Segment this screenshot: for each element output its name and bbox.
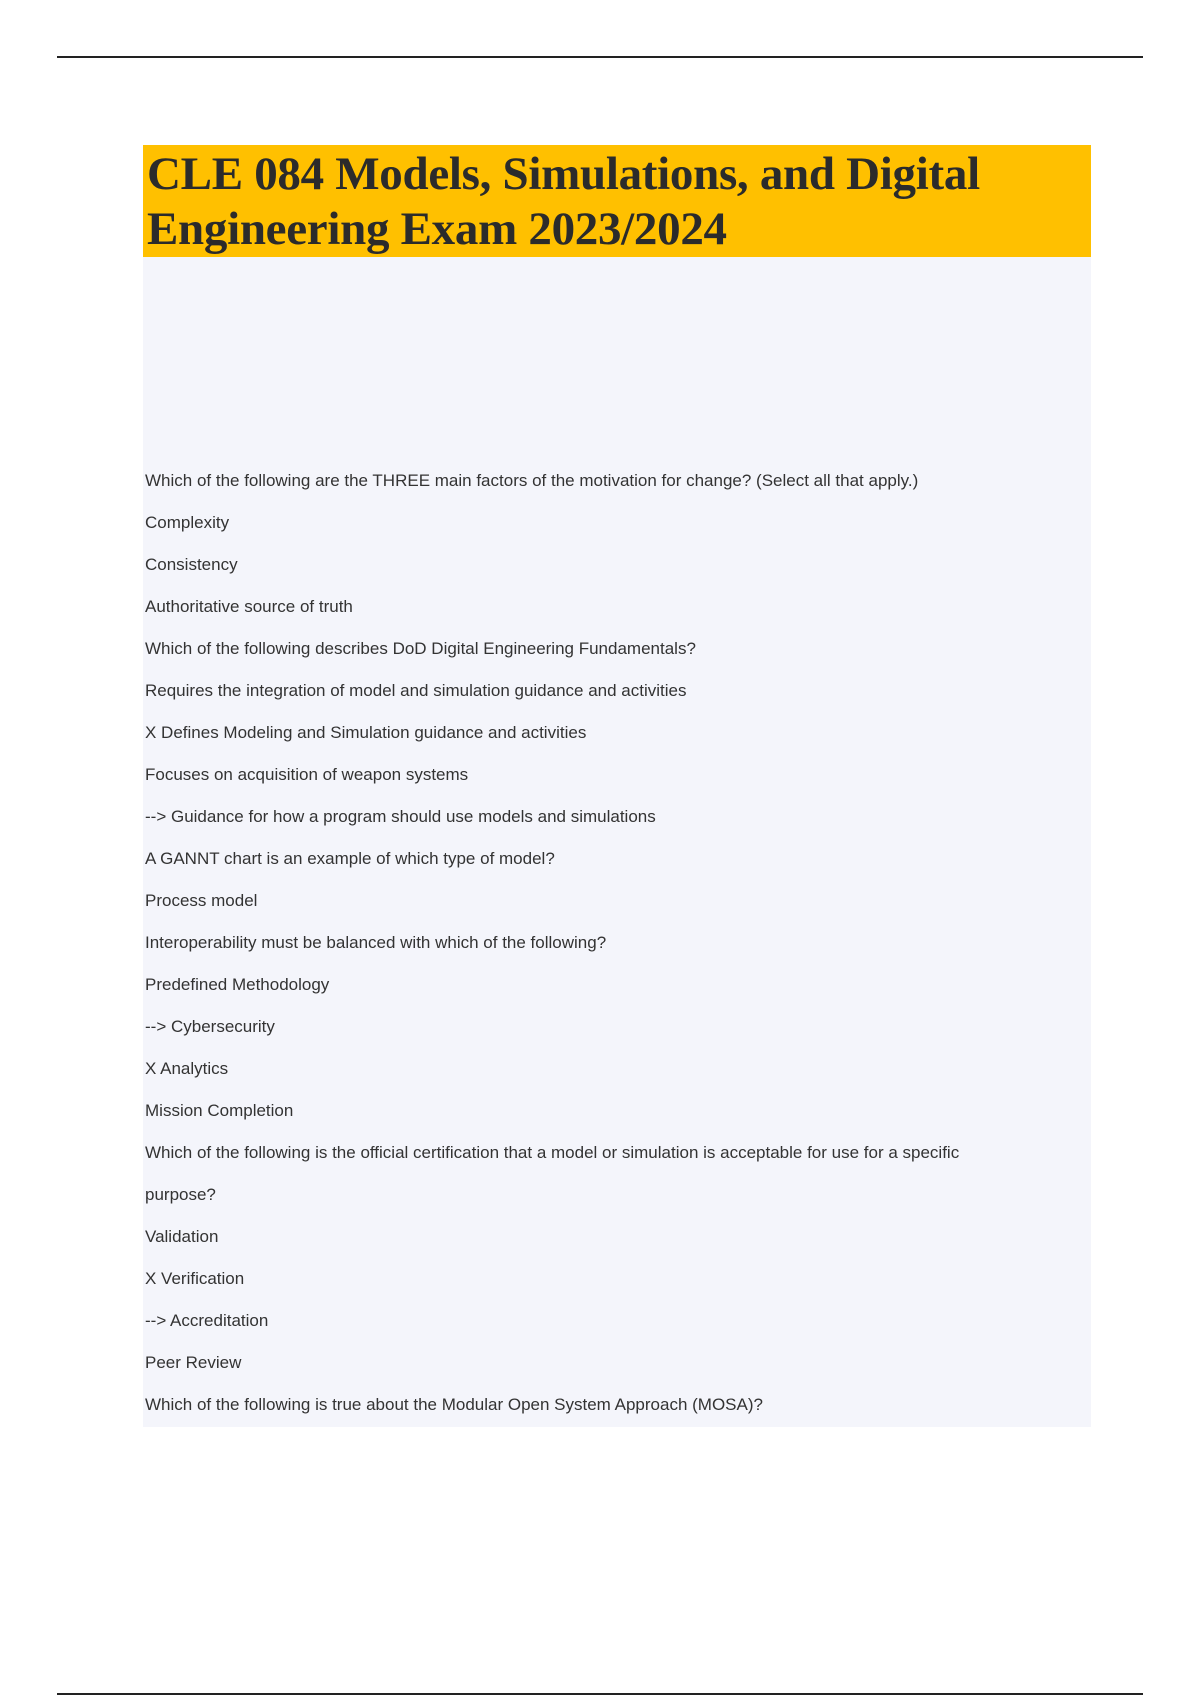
text-line: --> Accreditation [145,1311,269,1330]
text-line: Requires the integration of model and simulation guidance and activities [145,681,687,700]
text-line: Which of the following describes DoD Digital Engineering Fundamentals? [145,639,696,658]
question-list [145,460,1031,1426]
text-line: Which of the following is the official certification that a model or simulation is acceptable for use for a specific [145,1143,960,1162]
text-line: Interoperability must be balanced with which of the following? [145,933,607,952]
document-title: CLE 084 Models, Simulations, and Digital Engineering Exam 2023/2024 [147,148,980,255]
text-line: Consistency [145,555,238,574]
text-line: --> Cybersecurity [145,1017,275,1036]
text-line: purpose? [145,1185,216,1204]
text-line: Process model [145,891,258,910]
text-line: X Verification [145,1269,245,1288]
text-line: Complexity [145,513,230,532]
bottom-rule [57,1693,1143,1695]
text-line: Which of the following are the THREE main factors of the motivation for change? (Select all that apply.) [145,471,919,490]
document-content [143,145,1091,1427]
text-line: --> Guidance for how a program should use models and simulations [145,807,656,826]
text-line: Peer Review [145,1353,242,1372]
text-line: X Defines Modeling and Simulation guidance and activities [145,723,587,742]
text-line: Predefined Methodology [145,975,330,994]
text-line: Mission Completion [145,1101,294,1120]
title-band [143,145,1091,257]
text-line: A GANNT chart is an example of which type of model? [145,849,555,868]
text-line: X Analytics [145,1059,229,1078]
top-rule [57,56,1143,58]
text-line: Focuses on acquisition of weapon systems [145,765,469,784]
text-line: Which of the following is true about the Modular Open System Approach (MOSA)? [145,1395,763,1414]
text-line: Authoritative source of truth [145,597,353,616]
text-line: Validation [145,1227,219,1246]
